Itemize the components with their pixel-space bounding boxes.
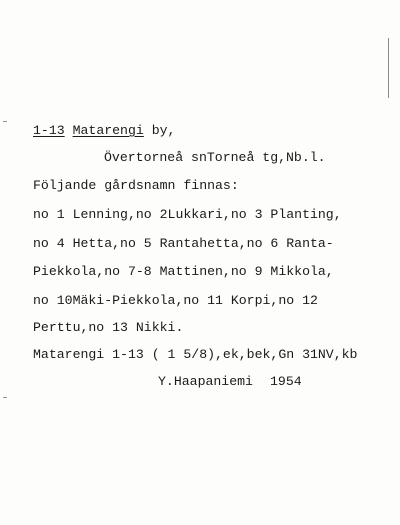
intro-line: Följande gårdsnamn finnas: [33,178,239,193]
farm-names-line: Piekkola,no 7-8 Mattinen,no 9 Mikkola, [33,264,334,279]
card-heading [33,123,175,139]
margin-mark [3,121,7,122]
parish-line: Övertorneå snTorneå tg,Nb.l. [104,150,326,165]
heading-number: 1-13 [33,123,65,138]
signature-name: Y.Haapaniemi [158,374,253,389]
farm-names-line: Perttu,no 13 Nikki. [33,320,184,335]
signature-year: 1954 [270,374,302,389]
farm-names-line: no 4 Hetta,no 5 Rantahetta,no 6 Ranta- [33,236,334,251]
margin-mark [3,397,7,398]
farm-names-line: no 1 Lenning,no 2Lukkari,no 3 Planting, [33,207,342,222]
farm-names-line: no 10Mäki-Piekkola,no 11 Korpi,no 12 [33,293,318,308]
reference-line: Matarengi 1-13 ( 1 5/8),ek,bek,Gn 31NV,kb [33,347,358,362]
card-edge-line [388,38,389,98]
heading-suffix: by, [143,123,176,138]
heading-place: Matarengi [72,123,144,138]
